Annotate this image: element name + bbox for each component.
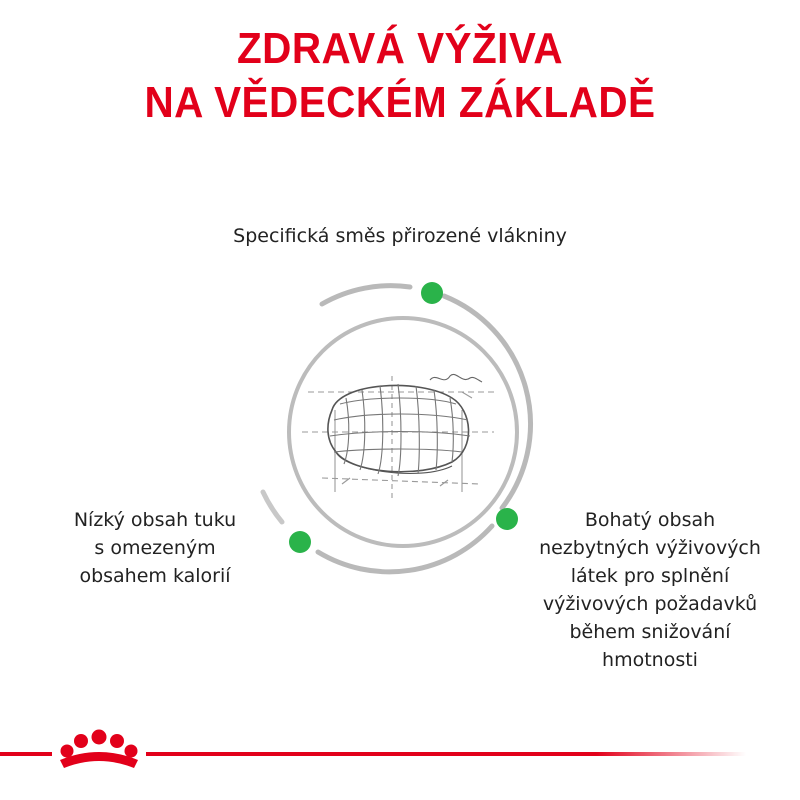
outer-ring-arc — [318, 526, 492, 572]
benefit-nutrients-line: hmotnosti — [602, 649, 698, 671]
benefit-nutrients-line: látek pro splnění — [570, 565, 730, 587]
benefit-dot-left — [289, 531, 311, 553]
benefit-dot-right — [496, 508, 518, 530]
benefit-fiber-line: Specifická směs přirozené vlákniny — [233, 225, 567, 247]
benefit-nutrients-line: nezbytných výživových — [539, 537, 761, 559]
benefit-low-fat-line: s omezeným — [94, 537, 216, 559]
benefit-nutrients-line: výživových požadavků — [542, 593, 758, 615]
benefit-nutrients-line: Bohatý obsah — [584, 509, 716, 531]
headline-line-2: NA VĚDECKÉM ZÁKLADĚ — [144, 78, 656, 127]
benefit-low-fat-line: obsahem kalorií — [79, 565, 231, 587]
benefit-low-fat-line: Nízký obsah tuku — [73, 509, 237, 531]
benefit-nutrients-line: během snižování — [569, 621, 731, 643]
footer-left-line — [0, 752, 52, 756]
kibble-sketch-icon — [302, 374, 498, 500]
royal-crown-logo — [60, 730, 138, 769]
outer-ring-arc — [263, 492, 282, 522]
headline-line-1: ZDRAVÁ VÝŽIVA — [236, 24, 564, 73]
outer-ring-arc — [322, 286, 410, 304]
benefit-dot-top — [421, 282, 443, 304]
footer-right-line — [146, 752, 746, 756]
